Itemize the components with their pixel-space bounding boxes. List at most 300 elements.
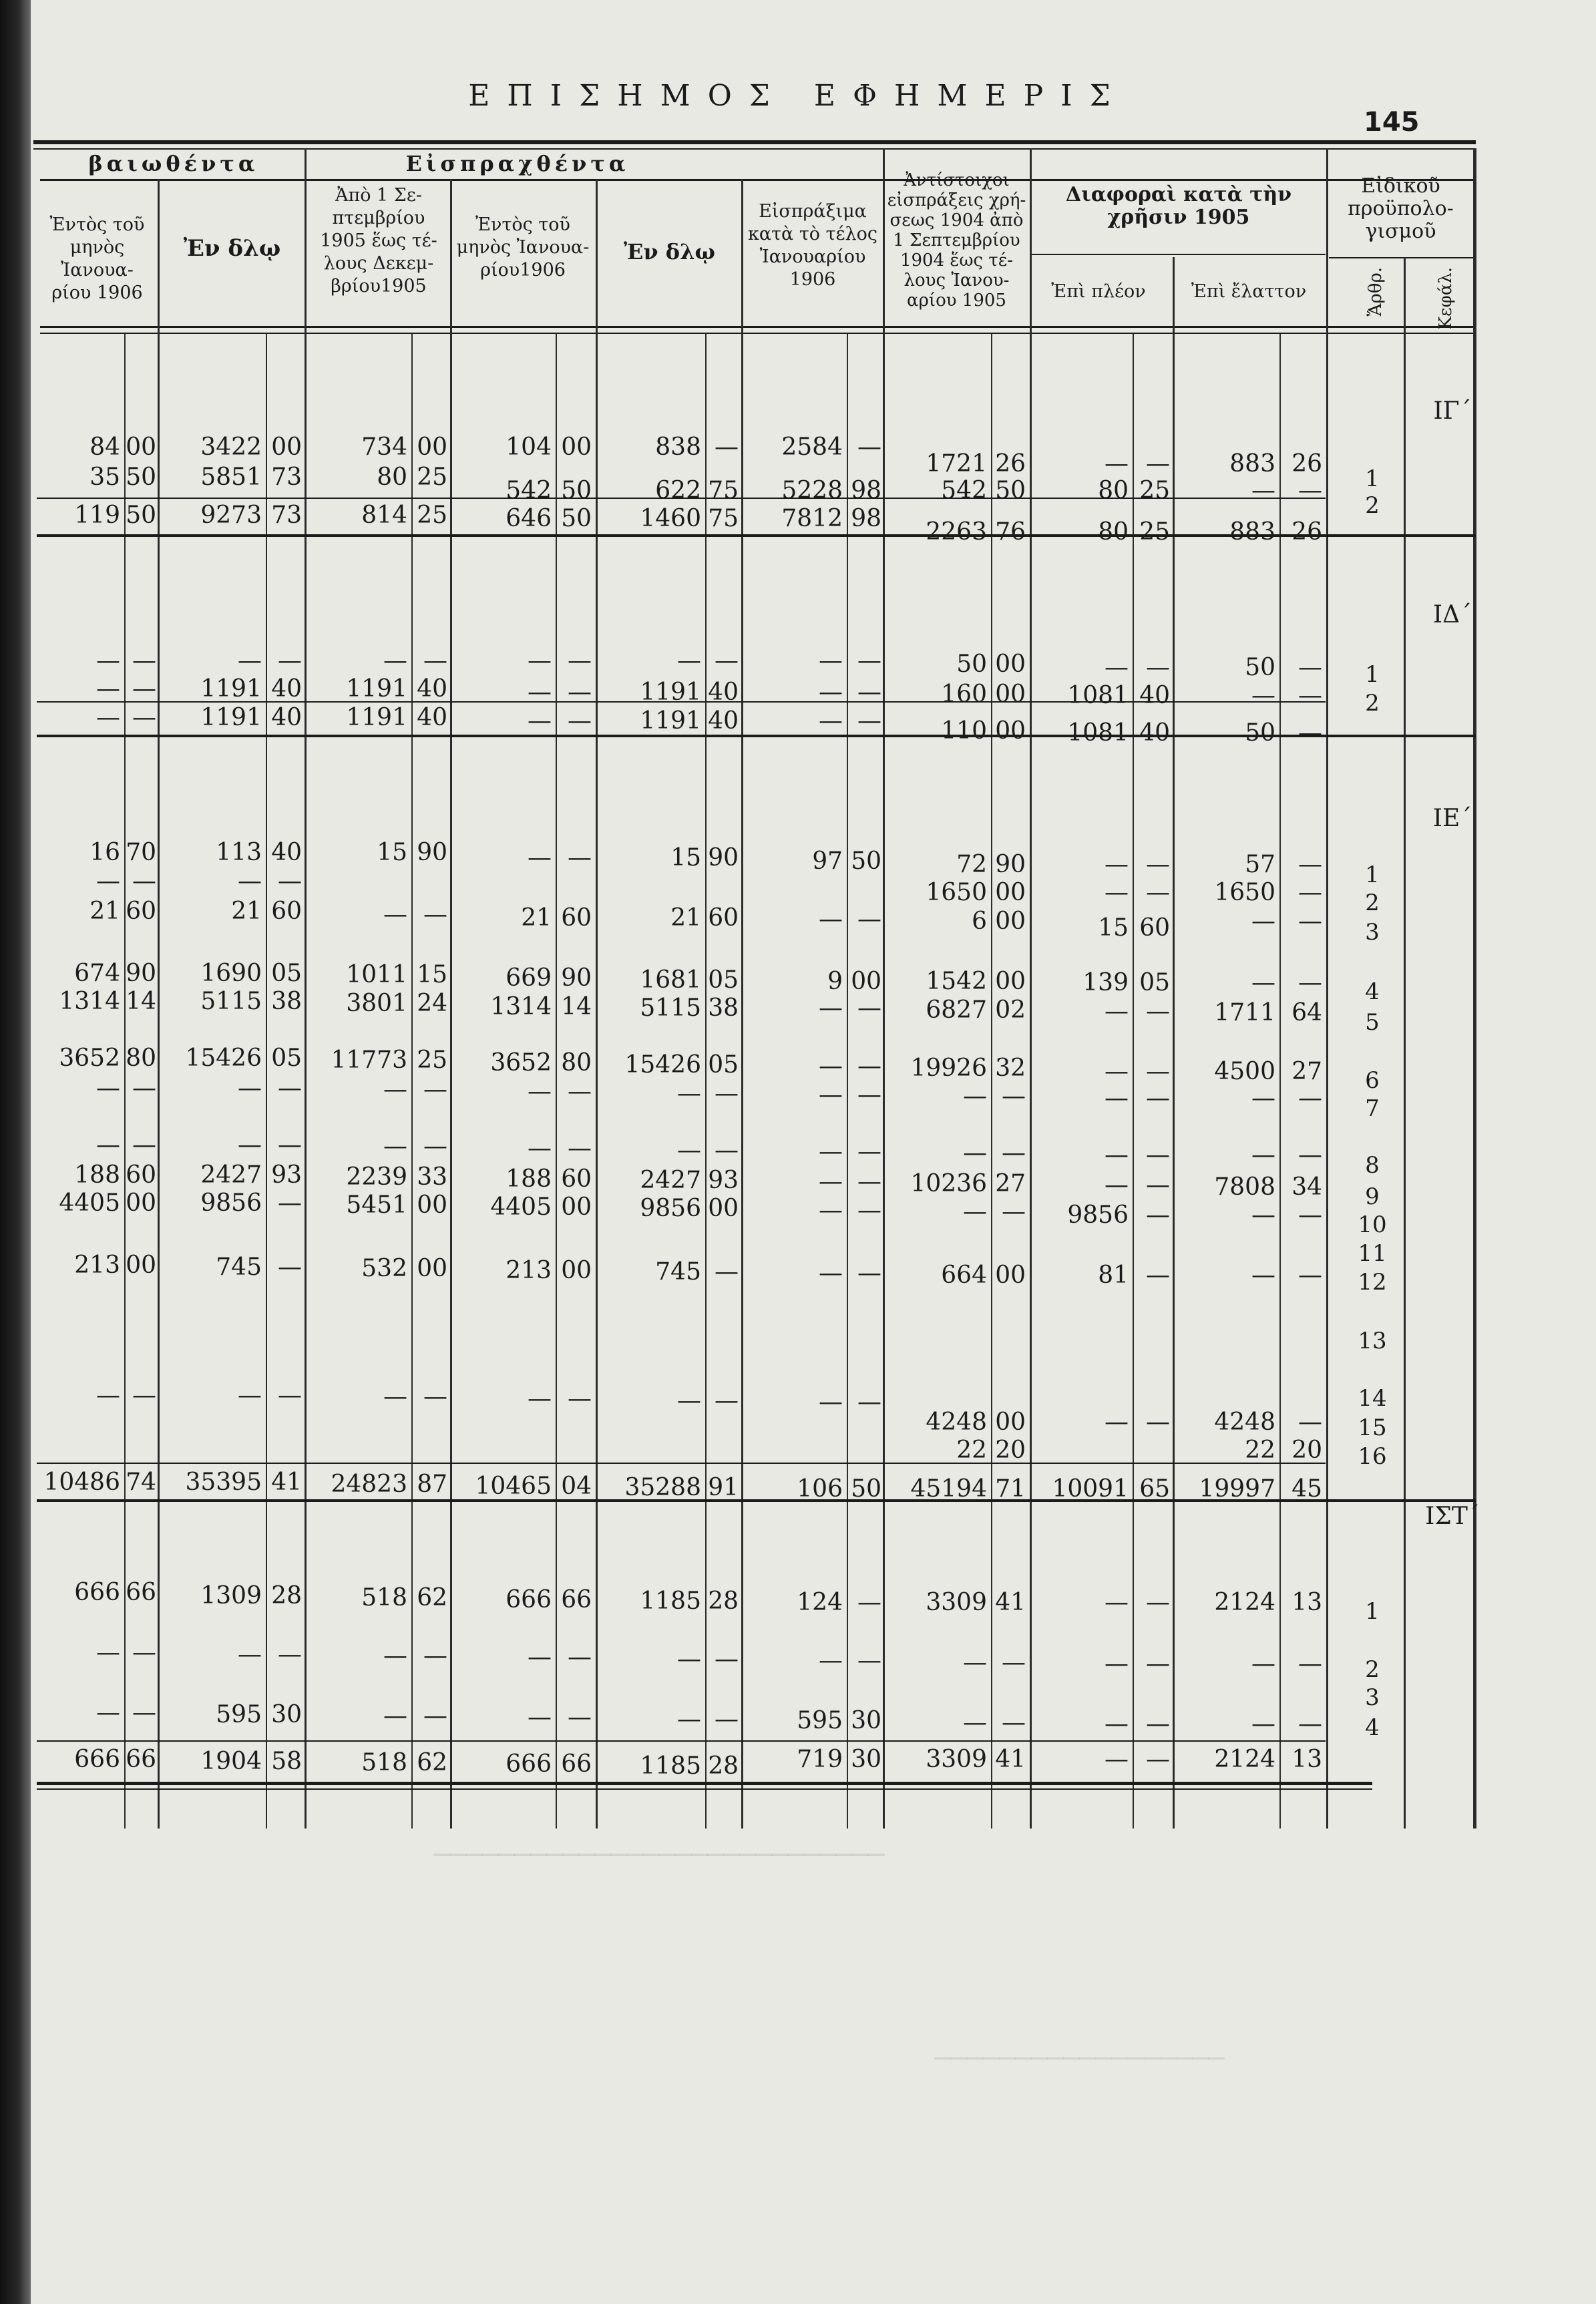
col-header-within-jan-2: Ἐντὸς τοῦ μηνὸς Ἰανουα- ρίου1906 <box>456 214 590 280</box>
table-cell: 1185 <box>640 1587 701 1615</box>
table-cell: — <box>857 1052 881 1080</box>
table-cell: 28 <box>708 1587 739 1615</box>
table-cell: 1904 <box>200 1748 262 1775</box>
table-cell: — <box>132 1075 156 1102</box>
table-cell: 00 <box>417 433 447 461</box>
table-cell: — <box>1002 1083 1026 1110</box>
table-cell: — <box>96 1382 120 1409</box>
table-cell: — <box>278 868 302 895</box>
table-cell: — <box>278 647 302 675</box>
table-cell: — <box>1105 450 1129 477</box>
table-cell: 57 <box>1245 851 1275 878</box>
table-cell: 50 <box>561 477 592 504</box>
table-cell: — <box>1105 1408 1129 1436</box>
table-cell: 32 <box>995 1054 1026 1082</box>
article-number: 4 <box>1365 1714 1380 1741</box>
table-cell: 1011 <box>346 961 407 988</box>
table-cell: 6 <box>972 908 987 935</box>
table-cell: 3652 <box>59 1044 120 1072</box>
table-cell: 10465 <box>475 1473 552 1500</box>
table-cell: 50 <box>1245 654 1275 681</box>
table-cell: — <box>1298 1201 1322 1229</box>
table-cell: — <box>1251 682 1275 709</box>
page-number: 145 <box>1364 107 1420 138</box>
table-cell: — <box>857 994 881 1022</box>
table-cell: — <box>278 1254 302 1281</box>
table-cell: — <box>1105 1589 1129 1616</box>
table-cell: 74 <box>126 1469 156 1496</box>
table-cell: — <box>96 1131 120 1159</box>
table-cell: — <box>1146 1201 1170 1229</box>
table-cell: 666 <box>74 1579 120 1606</box>
table-cell: — <box>528 1644 552 1671</box>
table-cell: 19926 <box>910 1054 987 1082</box>
table-cell: — <box>677 1646 701 1673</box>
table-cell: 622 <box>655 477 701 504</box>
article-number: 1 <box>1365 661 1380 688</box>
col-header-within-jan: Ἐντὸς τοῦ μηνὸς Ἰανουα- ρίου 1906 <box>49 214 145 303</box>
table-cell: — <box>1298 969 1322 996</box>
table-cell: 28 <box>271 1582 302 1609</box>
table-cell: — <box>1146 1589 1170 1616</box>
table-cell: 60 <box>561 904 592 932</box>
table-cell: 00 <box>995 1408 1026 1436</box>
table-cell: 40 <box>271 704 302 731</box>
table-cell: 50 <box>851 1475 881 1503</box>
table-cell: — <box>715 1646 739 1673</box>
table-cell: — <box>423 901 447 928</box>
table-cell: — <box>1298 654 1322 681</box>
table-cell: 213 <box>74 1252 120 1279</box>
table-cell: — <box>528 1135 552 1162</box>
col-header-article: Ἄρθρ. <box>1366 267 1386 317</box>
table-cell: — <box>857 707 881 735</box>
table-cell: 26 <box>1291 518 1322 546</box>
top-rule-thin <box>33 148 1476 150</box>
table-cell: 35288 <box>624 1474 701 1501</box>
bleed-through: ────────────────── <box>935 2044 1225 2074</box>
table-cell: — <box>132 1131 156 1159</box>
table-cell: 05 <box>1139 969 1170 996</box>
table-cell: 883 <box>1229 450 1275 477</box>
table-cell: 10091 <box>1052 1475 1129 1503</box>
table-cell: 3652 <box>490 1049 552 1077</box>
table-cell: — <box>819 1138 843 1165</box>
table-cell: 73 <box>271 502 302 529</box>
table-cell: 5851 <box>200 463 262 491</box>
col-header-total-2: Ἐν δλῳ <box>624 239 715 264</box>
table-cell: 93 <box>708 1167 739 1194</box>
table-cell: 05 <box>271 1044 302 1072</box>
table-cell: — <box>278 1075 302 1102</box>
table-cell: — <box>96 1639 120 1666</box>
table-cell: 2263 <box>926 518 987 546</box>
table-cell: 2427 <box>640 1167 701 1194</box>
table-cell: 6827 <box>926 996 987 1024</box>
table-cell: 41 <box>271 1469 302 1496</box>
col-header-more: Ἐπὶ πλέον <box>1051 281 1146 302</box>
table-cell: 518 <box>361 1749 407 1776</box>
table-cell: 65 <box>1139 1475 1170 1503</box>
bottom-rule <box>37 1782 1372 1785</box>
top-rule <box>33 140 1476 144</box>
table-cell: 84 <box>89 433 120 461</box>
table-cell: — <box>819 647 843 675</box>
table-cell: 80 <box>561 1049 592 1077</box>
table-cell: 00 <box>271 433 302 461</box>
table-cell: 25 <box>1139 518 1170 546</box>
table-cell: 38 <box>271 988 302 1015</box>
col-header-differences: Διαφοραὶ κατὰ τὴν χρῆσιν 1905 <box>1065 183 1292 229</box>
table-cell: 50 <box>1245 719 1275 747</box>
table-cell: 90 <box>417 839 447 866</box>
table-cell: — <box>132 675 156 703</box>
table-cell: 80 <box>126 1044 156 1072</box>
table-cell: 1314 <box>59 988 120 1015</box>
table-cell: 24 <box>417 990 447 1017</box>
table-cell: — <box>278 1641 302 1668</box>
table-cell: 66 <box>126 1746 156 1773</box>
table-cell: 97 <box>812 847 843 875</box>
table-cell: — <box>568 679 592 706</box>
table-cell: 16 <box>89 839 120 866</box>
table-cell: 50 <box>561 505 592 532</box>
table-cell: 104 <box>506 433 552 461</box>
table-cell: — <box>715 1258 739 1286</box>
col-header-special-budget: Εἰδικοῦ προϋπολο- γισμοῦ <box>1348 174 1454 243</box>
table-cell: 5228 <box>781 477 843 504</box>
table-cell: — <box>1105 1171 1129 1199</box>
table-cell: 14 <box>126 988 156 1015</box>
table-cell: — <box>1002 1139 1026 1167</box>
table-cell: 33 <box>417 1163 447 1191</box>
table-cell: 666 <box>506 1586 552 1613</box>
table-cell: — <box>1251 969 1275 996</box>
table-cell: — <box>819 1260 843 1287</box>
table-cell: 3309 <box>926 1746 987 1773</box>
sum-rule <box>37 1463 1326 1464</box>
table-cell: — <box>819 679 843 706</box>
table-cell: 72 <box>956 851 987 878</box>
table-cell: — <box>568 1704 592 1731</box>
table-cell: — <box>819 1197 843 1224</box>
table-cell: 62 <box>417 1584 447 1611</box>
table-cell: — <box>857 1589 881 1616</box>
special-rule <box>1329 257 1476 258</box>
table-cell: 674 <box>74 960 120 987</box>
table-cell: — <box>568 844 592 872</box>
table-cell: 734 <box>361 433 407 461</box>
table-cell: 719 <box>797 1746 843 1773</box>
table-cell: 542 <box>506 477 552 504</box>
sum-rule <box>37 1740 1326 1742</box>
table-cell: 87 <box>417 1471 447 1498</box>
table-cell: 5451 <box>346 1191 407 1219</box>
table-cell: — <box>857 679 881 706</box>
table-cell: 110 <box>941 717 987 745</box>
table-cell: 139 <box>1082 969 1129 996</box>
table-cell: — <box>677 1706 701 1733</box>
table-cell: 1542 <box>926 968 987 995</box>
table-cell: — <box>383 1642 407 1670</box>
table-cell: — <box>568 1385 592 1412</box>
table-cell: 4405 <box>490 1193 552 1221</box>
table-cell: 3422 <box>200 433 262 461</box>
table-cell: 21 <box>231 898 262 925</box>
table-cell: 05 <box>271 960 302 987</box>
table-cell: 60 <box>1139 914 1170 942</box>
table-cell: 00 <box>995 681 1026 708</box>
table-cell: 745 <box>655 1258 701 1286</box>
table-cell: — <box>1146 1408 1170 1436</box>
table-cell: — <box>1105 851 1129 878</box>
table-cell: 00 <box>995 650 1026 678</box>
table-cell: — <box>1298 1141 1322 1169</box>
table-cell: — <box>132 647 156 675</box>
table-cell: — <box>238 1382 262 1409</box>
article-number: 2 <box>1365 492 1380 519</box>
table-cell: 4405 <box>59 1189 120 1217</box>
table-cell: — <box>383 1133 407 1160</box>
table-cell: — <box>819 1388 843 1416</box>
article-number: 4 <box>1365 978 1380 1005</box>
page-heading: ΕΠΙΣΗΜΟΣ ΕΦΗΜΕΡΙΣ <box>468 79 1128 113</box>
table-cell: 60 <box>271 898 302 925</box>
table-cell: — <box>715 433 739 461</box>
table-cell: — <box>1251 1085 1275 1112</box>
table-cell: 745 <box>216 1254 262 1281</box>
table-cell: 26 <box>1291 450 1322 477</box>
table-cell: 50 <box>956 650 987 678</box>
table-cell: 26 <box>995 450 1026 477</box>
table-cell: 1191 <box>346 704 407 731</box>
table-cell: — <box>819 1168 843 1195</box>
table-cell: 15426 <box>624 1051 701 1079</box>
table-cell: 60 <box>561 1165 592 1193</box>
table-cell: — <box>132 1639 156 1666</box>
table-cell: — <box>677 1387 701 1414</box>
table-cell: 19997 <box>1199 1475 1275 1503</box>
col-header-less: Ἐπὶ ἔλαττον <box>1191 281 1307 302</box>
table-cell: — <box>568 1135 592 1162</box>
table-cell: — <box>857 1197 881 1224</box>
table-cell: — <box>568 647 592 675</box>
table-cell: 75 <box>708 477 739 504</box>
table-cell: 9856 <box>1067 1201 1129 1229</box>
table-cell: — <box>857 1260 881 1287</box>
table-cell: 1191 <box>346 675 407 703</box>
table-cell: — <box>528 707 552 735</box>
table-cell: 71 <box>995 1475 1026 1503</box>
table-cell: 595 <box>216 1701 262 1728</box>
table-cell: 106 <box>797 1475 843 1503</box>
table-cell: 40 <box>417 704 447 731</box>
table-cell: 1711 <box>1214 999 1275 1026</box>
table-cell: 00 <box>126 433 156 461</box>
table-cell: — <box>96 1075 120 1102</box>
article-number: 1 <box>1365 861 1380 888</box>
table-cell: — <box>819 906 843 933</box>
table-cell: 91 <box>708 1474 739 1501</box>
col-rule <box>1404 257 1406 1829</box>
table-cell: 9856 <box>200 1189 262 1217</box>
table-cell: 9273 <box>200 502 262 529</box>
article-number: 6 <box>1365 1067 1380 1094</box>
article-number: 10 <box>1358 1211 1387 1238</box>
table-cell: — <box>1146 851 1170 878</box>
table-cell: — <box>1298 1085 1322 1112</box>
table-cell: 98 <box>851 505 881 532</box>
table-cell: — <box>423 647 447 675</box>
table-cell: 15426 <box>185 1044 262 1072</box>
table-cell: — <box>528 1385 552 1412</box>
table-cell: — <box>1146 1058 1170 1085</box>
table-cell: — <box>819 1081 843 1109</box>
table-cell: — <box>278 1131 302 1159</box>
table-cell: — <box>1105 1746 1129 1773</box>
table-cell: 40 <box>417 675 447 703</box>
article-number: 9 <box>1365 1183 1380 1210</box>
table-cell: — <box>96 704 120 731</box>
table-cell: 11773 <box>331 1046 407 1074</box>
table-cell: — <box>1298 1262 1322 1289</box>
table-cell: 20 <box>995 1436 1026 1464</box>
table-cell: 9856 <box>640 1195 701 1222</box>
table-cell: 15 <box>1098 914 1129 942</box>
bottom-rule-thin <box>37 1788 1372 1790</box>
table-cell: 532 <box>361 1255 407 1282</box>
table-cell: 40 <box>708 679 739 706</box>
table-cell: — <box>96 868 120 895</box>
table-cell: — <box>238 868 262 895</box>
chapter-label: ΙΣΤ΄ <box>1425 1503 1480 1530</box>
table-cell: — <box>528 1704 552 1731</box>
table-cell: 213 <box>506 1257 552 1284</box>
group-header-left: βαιωθέντα <box>88 151 259 176</box>
table-cell: — <box>963 1198 987 1225</box>
table-cell: 45194 <box>910 1475 987 1503</box>
table-cell: — <box>1146 1746 1170 1773</box>
table-cell: 1191 <box>200 675 262 703</box>
article-number: 16 <box>1358 1443 1387 1470</box>
table-cell: — <box>132 1382 156 1409</box>
table-cell: 40 <box>271 839 302 866</box>
article-number: 11 <box>1358 1240 1387 1267</box>
table-cell: 7812 <box>781 505 843 532</box>
table-cell: 2427 <box>200 1161 262 1189</box>
table-cell: — <box>568 707 592 735</box>
table-cell: 66 <box>561 1586 592 1613</box>
table-cell: 13 <box>1291 1746 1322 1773</box>
table-cell: 50 <box>126 502 156 529</box>
table-cell: — <box>528 844 552 872</box>
table-cell: 00 <box>126 1252 156 1279</box>
header-rule <box>40 179 1476 181</box>
table-cell: — <box>677 1137 701 1164</box>
table-cell: — <box>568 1078 592 1105</box>
table-cell: — <box>383 647 407 675</box>
table-cell: 2124 <box>1214 1746 1275 1773</box>
table-cell: — <box>1251 1710 1275 1738</box>
article-number: 8 <box>1365 1152 1380 1179</box>
table-cell: — <box>528 647 552 675</box>
header-bottom-rule-thin <box>40 333 1476 334</box>
article-number: 2 <box>1365 690 1380 717</box>
col-header-chapter: Κεφάλ. <box>1436 267 1456 330</box>
table-cell: 25 <box>417 463 447 491</box>
table-cell: — <box>1298 719 1322 747</box>
table-cell: — <box>963 1649 987 1676</box>
table-cell: — <box>819 1052 843 1080</box>
table-cell: 40 <box>1139 719 1170 747</box>
col-rule <box>305 148 307 1829</box>
article-number: 5 <box>1365 1009 1380 1036</box>
table-cell: — <box>383 1383 407 1410</box>
table-cell: 00 <box>561 1193 592 1221</box>
table-cell: — <box>1146 1085 1170 1112</box>
table-cell: 81 <box>1098 1262 1129 1289</box>
table-cell: 40 <box>1139 682 1170 709</box>
table-cell: — <box>677 647 701 675</box>
table-cell: 1650 <box>1214 879 1275 906</box>
article-number: 3 <box>1365 1684 1380 1711</box>
table-cell: 00 <box>851 968 881 995</box>
table-cell: 22 <box>1245 1436 1275 1464</box>
table-cell: 5115 <box>200 988 262 1015</box>
table-cell: — <box>1146 450 1170 477</box>
table-cell: — <box>568 1644 592 1671</box>
article-number: 2 <box>1365 890 1380 916</box>
table-cell: 1185 <box>640 1752 701 1780</box>
table-cell: 90 <box>126 960 156 987</box>
table-cell: — <box>1105 654 1129 681</box>
table-cell: — <box>383 1076 407 1103</box>
table-cell: 45 <box>1291 1475 1322 1503</box>
article-number: 14 <box>1358 1385 1387 1412</box>
table-cell: — <box>423 1076 447 1103</box>
table-cell: — <box>528 679 552 706</box>
table-cell: 113 <box>216 839 262 866</box>
chapter-label: ΙΔ΄ <box>1432 601 1472 628</box>
table-cell: 73 <box>271 463 302 491</box>
article-number: 2 <box>1365 1656 1380 1683</box>
table-cell: 41 <box>995 1589 1026 1616</box>
table-cell: 1309 <box>200 1582 262 1609</box>
table-cell: 14 <box>561 993 592 1020</box>
table-cell: 15 <box>417 961 447 988</box>
table-cell: 21 <box>670 904 701 932</box>
table-cell: — <box>1298 879 1322 906</box>
table-cell: 814 <box>361 502 407 529</box>
table-cell: 22 <box>956 1436 987 1464</box>
table-cell: 10486 <box>43 1469 120 1496</box>
article-number: 1 <box>1365 1598 1380 1625</box>
table-cell: — <box>1146 998 1170 1025</box>
table-cell: 27 <box>1291 1058 1322 1085</box>
table-cell: 60 <box>126 1161 156 1189</box>
table-cell: — <box>1146 1141 1170 1169</box>
table-cell: — <box>1002 1709 1026 1736</box>
table-cell: — <box>423 1702 447 1730</box>
table-cell: 1081 <box>1067 719 1129 747</box>
bleed-through: ──────────────────────────── <box>434 1840 885 1871</box>
table-cell: 518 <box>361 1584 407 1611</box>
table-cell: — <box>819 1647 843 1674</box>
table-cell: — <box>1251 1201 1275 1229</box>
table-cell: — <box>1251 1650 1275 1678</box>
table-cell: 13 <box>1291 1589 1322 1616</box>
table-cell: 1191 <box>640 679 701 706</box>
